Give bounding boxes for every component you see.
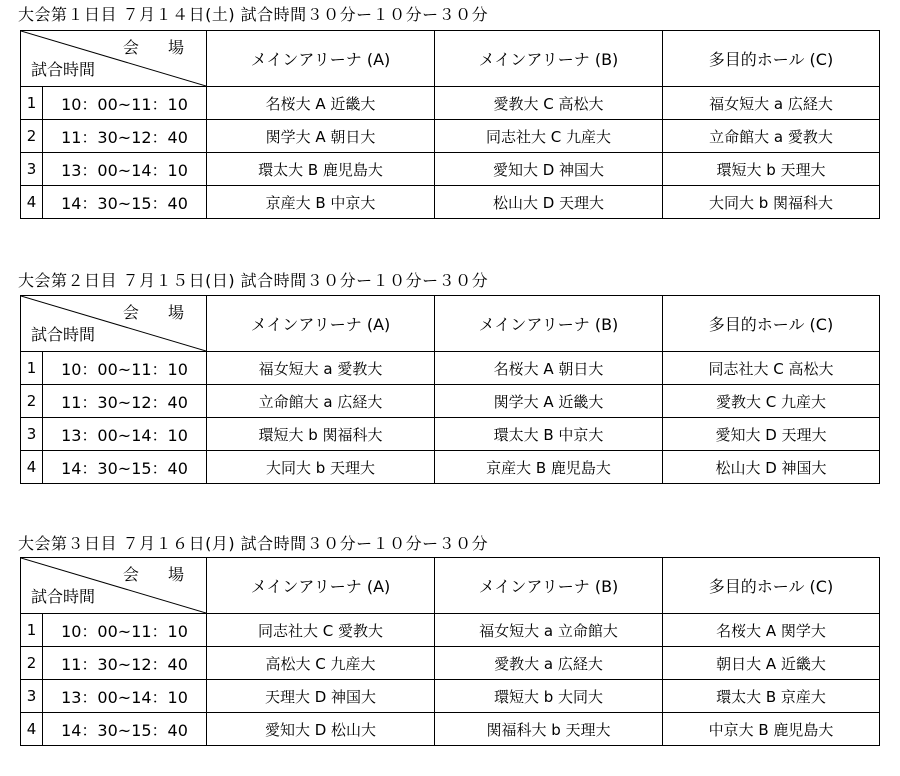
match-number: 2 bbox=[21, 385, 43, 418]
match-arena-b: 愛教大 a 広経大 bbox=[435, 647, 663, 680]
match-arena-a: 天理大 D 神国大 bbox=[207, 680, 435, 713]
table-row bbox=[21, 418, 880, 451]
venue-header-cell: 多目的ホール (C) bbox=[663, 31, 880, 87]
match-time: 11：30~12：40 bbox=[43, 120, 207, 153]
match-hall-c: 福女短大 a 広経大 bbox=[663, 87, 880, 120]
venue-header-cell: 多目的ホール (C) bbox=[663, 296, 880, 352]
match-time: 11：30~12：40 bbox=[43, 647, 207, 680]
table-row bbox=[21, 451, 880, 484]
match-arena-b: 福女短大 a 立命館大 bbox=[435, 614, 663, 647]
match-number: 4 bbox=[21, 713, 43, 746]
match-time: 11：30~12：40 bbox=[43, 385, 207, 418]
time-header-label: 試合時間 bbox=[31, 587, 96, 606]
match-hall-c: 朝日大 A 近畿大 bbox=[663, 647, 880, 680]
venue-header-label: 会 場 bbox=[122, 38, 196, 57]
match-number: 2 bbox=[21, 120, 43, 153]
match-hall-c: 同志社大 C 高松大 bbox=[663, 352, 880, 385]
match-arena-a: 大同大 b 天理大 bbox=[207, 451, 435, 484]
venue-header-cell: メインアリーナ (B) bbox=[435, 558, 663, 614]
schedule-table bbox=[20, 30, 880, 219]
match-hall-c: 環短大 b 天理大 bbox=[663, 153, 880, 186]
schedule-table bbox=[20, 295, 880, 484]
match-time: 10：00~11：10 bbox=[43, 614, 207, 647]
match-number: 1 bbox=[21, 87, 43, 120]
match-hall-c: 環太大 B 京産大 bbox=[663, 680, 880, 713]
match-arena-b: 環短大 b 大同大 bbox=[435, 680, 663, 713]
match-number: 4 bbox=[21, 186, 43, 219]
match-arena-a: 同志社大 C 愛教大 bbox=[207, 614, 435, 647]
venue-header-cell: メインアリーナ (A) bbox=[207, 31, 435, 87]
table-row bbox=[21, 713, 880, 746]
header-row bbox=[21, 296, 880, 352]
match-arena-b: 名桜大 A 朝日大 bbox=[435, 352, 663, 385]
venue-header-cell: メインアリーナ (B) bbox=[435, 31, 663, 87]
table-row bbox=[21, 87, 880, 120]
match-arena-a: 環短大 b 関福科大 bbox=[207, 418, 435, 451]
match-hall-c: 松山大 D 神国大 bbox=[663, 451, 880, 484]
match-number: 3 bbox=[21, 153, 43, 186]
corner-header-cell bbox=[21, 31, 207, 87]
match-number: 1 bbox=[21, 352, 43, 385]
table-row bbox=[21, 120, 880, 153]
header-row bbox=[21, 31, 880, 87]
match-arena-b: 松山大 D 天理大 bbox=[435, 186, 663, 219]
corner-header-cell bbox=[21, 296, 207, 352]
match-number: 3 bbox=[21, 418, 43, 451]
match-hall-c: 立命館大 a 愛教大 bbox=[663, 120, 880, 153]
table-row bbox=[21, 680, 880, 713]
match-time: 14：30~15：40 bbox=[43, 451, 207, 484]
match-number: 4 bbox=[21, 451, 43, 484]
table-row bbox=[21, 385, 880, 418]
match-arena-a: 環太大 B 鹿児島大 bbox=[207, 153, 435, 186]
match-arena-b: 愛教大 C 高松大 bbox=[435, 87, 663, 120]
table-row bbox=[21, 614, 880, 647]
header-row bbox=[21, 558, 880, 614]
match-arena-b: 同志社大 C 九産大 bbox=[435, 120, 663, 153]
match-arena-a: 関学大 A 朝日大 bbox=[207, 120, 435, 153]
match-arena-a: 名桜大 A 近畿大 bbox=[207, 87, 435, 120]
match-time: 13：00~14：10 bbox=[43, 153, 207, 186]
match-arena-a: 立命館大 a 広経大 bbox=[207, 385, 435, 418]
time-header-label: 試合時間 bbox=[31, 60, 96, 79]
match-arena-a: 福女短大 a 愛教大 bbox=[207, 352, 435, 385]
table-row bbox=[21, 647, 880, 680]
venue-header-cell: メインアリーナ (A) bbox=[207, 558, 435, 614]
match-number: 1 bbox=[21, 614, 43, 647]
venue-header-label: 会 場 bbox=[122, 565, 196, 584]
match-arena-a: 愛知大 D 松山大 bbox=[207, 713, 435, 746]
schedule-table bbox=[20, 557, 880, 746]
match-arena-a: 京産大 B 中京大 bbox=[207, 186, 435, 219]
match-time: 14：30~15：40 bbox=[43, 186, 207, 219]
venue-header-cell: 多目的ホール (C) bbox=[663, 558, 880, 614]
day-title: 大会第２日目 ７月１５日(日) 試合時間３０分ー１０分ー３０分 bbox=[18, 271, 489, 290]
match-hall-c: 愛知大 D 天理大 bbox=[663, 418, 880, 451]
day-title: 大会第１日目 ７月１４日(土) 試合時間３０分ー１０分ー３０分 bbox=[18, 5, 489, 24]
match-hall-c: 中京大 B 鹿児島大 bbox=[663, 713, 880, 746]
venue-header-label: 会 場 bbox=[122, 303, 196, 322]
time-header-label: 試合時間 bbox=[31, 325, 96, 344]
match-time: 14：30~15：40 bbox=[43, 713, 207, 746]
day-title: 大会第３日目 ７月１６日(月) 試合時間３０分ー１０分ー３０分 bbox=[18, 534, 489, 553]
match-arena-b: 関学大 A 近畿大 bbox=[435, 385, 663, 418]
match-time: 10：00~11：10 bbox=[43, 87, 207, 120]
table-row bbox=[21, 186, 880, 219]
match-arena-b: 関福科大 b 天理大 bbox=[435, 713, 663, 746]
match-arena-b: 京産大 B 鹿児島大 bbox=[435, 451, 663, 484]
match-arena-a: 高松大 C 九産大 bbox=[207, 647, 435, 680]
match-time: 13：00~14：10 bbox=[43, 680, 207, 713]
match-number: 3 bbox=[21, 680, 43, 713]
match-arena-b: 愛知大 D 神国大 bbox=[435, 153, 663, 186]
match-arena-b: 環太大 B 中京大 bbox=[435, 418, 663, 451]
match-hall-c: 愛教大 C 九産大 bbox=[663, 385, 880, 418]
corner-header-cell bbox=[21, 558, 207, 614]
match-number: 2 bbox=[21, 647, 43, 680]
venue-header-cell: メインアリーナ (B) bbox=[435, 296, 663, 352]
table-row bbox=[21, 153, 880, 186]
table-row bbox=[21, 352, 880, 385]
match-time: 10：00~11：10 bbox=[43, 352, 207, 385]
match-hall-c: 名桜大 A 関学大 bbox=[663, 614, 880, 647]
venue-header-cell: メインアリーナ (A) bbox=[207, 296, 435, 352]
match-hall-c: 大同大 b 関福科大 bbox=[663, 186, 880, 219]
match-time: 13：00~14：10 bbox=[43, 418, 207, 451]
